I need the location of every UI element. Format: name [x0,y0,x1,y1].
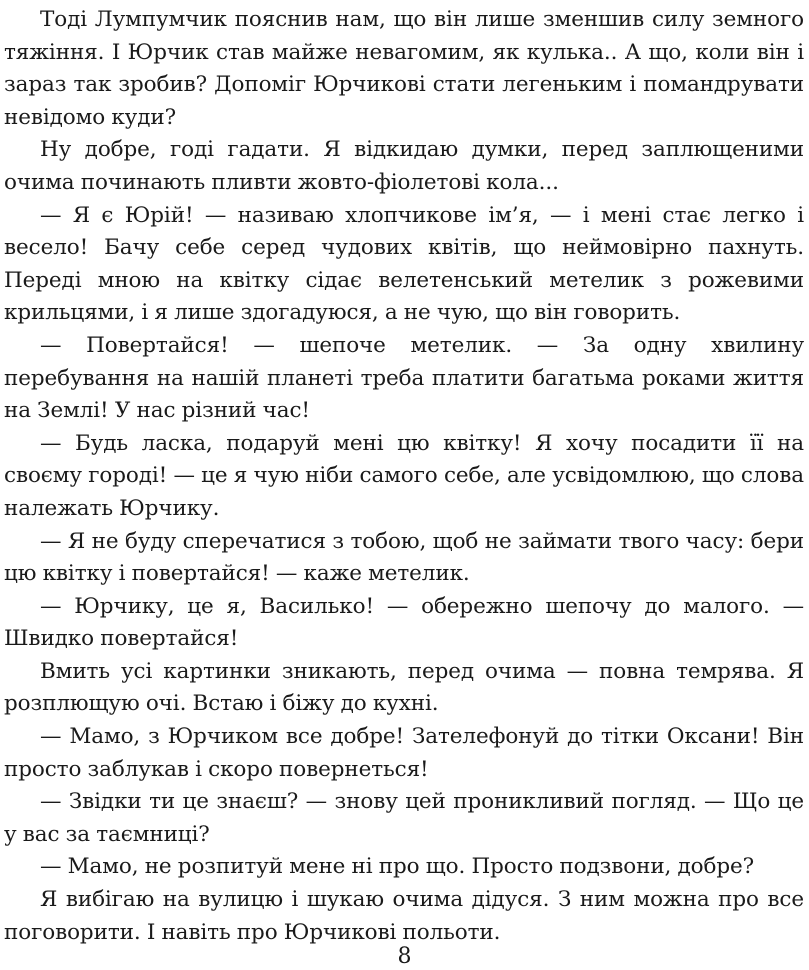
paragraph-9: — Мамо, з Юрчиком все добре! Зателефонуй до тітки Оксани! Він просто заблукав і скоро повернеться! [4,724,804,782]
paragraph-10: — Звідки ти це знаєш? — знову цей проникливий погляд. — Що це у вас за таємниці? [4,789,804,847]
paragraph-4: — Повертайся! — шепоче метелик. — За одну хвилину перебування на нашій планеті треба платити багатьма роками життя на Землі! У нас різний час! [4,332,804,424]
paragraph-7: — Юрчику, це я, Василько! — обережно шепочу до малого. — Швидко повертайся! [4,593,804,652]
paragraph-8: Вмить усі картинки зникають, перед очима — повна темрява. Я розплющую очі. Встаю і біжу до кухні. [4,658,804,717]
page-body [4,4,804,949]
paragraph-3: — Я є Юрій! — називаю хлопчикове ім’я, — і мені стає легко і весело! Бачу себе серед чудових квітів, що неймовірно пахнуть. Переді мною на квітку сідає велетенський метелик з рожевими крильцями, і я лише здогадуюся, а не чую, що він говорить. [4,202,804,326]
paragraph-6: — Я не буду сперечатися з тобою, щоб не займати твого часу: бери цю квітку і повертайся! — каже метелик. [4,528,804,587]
paragraph-12: Я вибігаю на вулицю і шукаю очима дідуся. З ним можна про все поговорити. І навіть про Юрчикові польоти. [4,887,804,945]
page-number: 8 [397,944,412,969]
paragraph-11: — Мамо, не розпитуй мене ні про що. Просто подзвони, добре? [40,854,755,880]
paragraph-5: — Будь ласка, подаруй мені цю квітку! Я хочу посадити її на своєму городі! — це я чую ніби самого себе, але усвідомлюю, що слова належать Юрчику. [4,430,804,521]
paragraph-2: Ну добре, годі гадати. Я відкидаю думки, перед заплющеними очима починають пливти жовто-фіолетові кола... [4,137,804,195]
paragraph-1: Тоді Лумпумчик пояснив нам, що він лише зменшив силу земного тяжіння. І Юрчик став майже невагомим, як кулька.. А що, коли він і зараз так зробив? Допоміг Юрчикові стати легеньким і помандрувати невідомо куди? [4,7,804,130]
